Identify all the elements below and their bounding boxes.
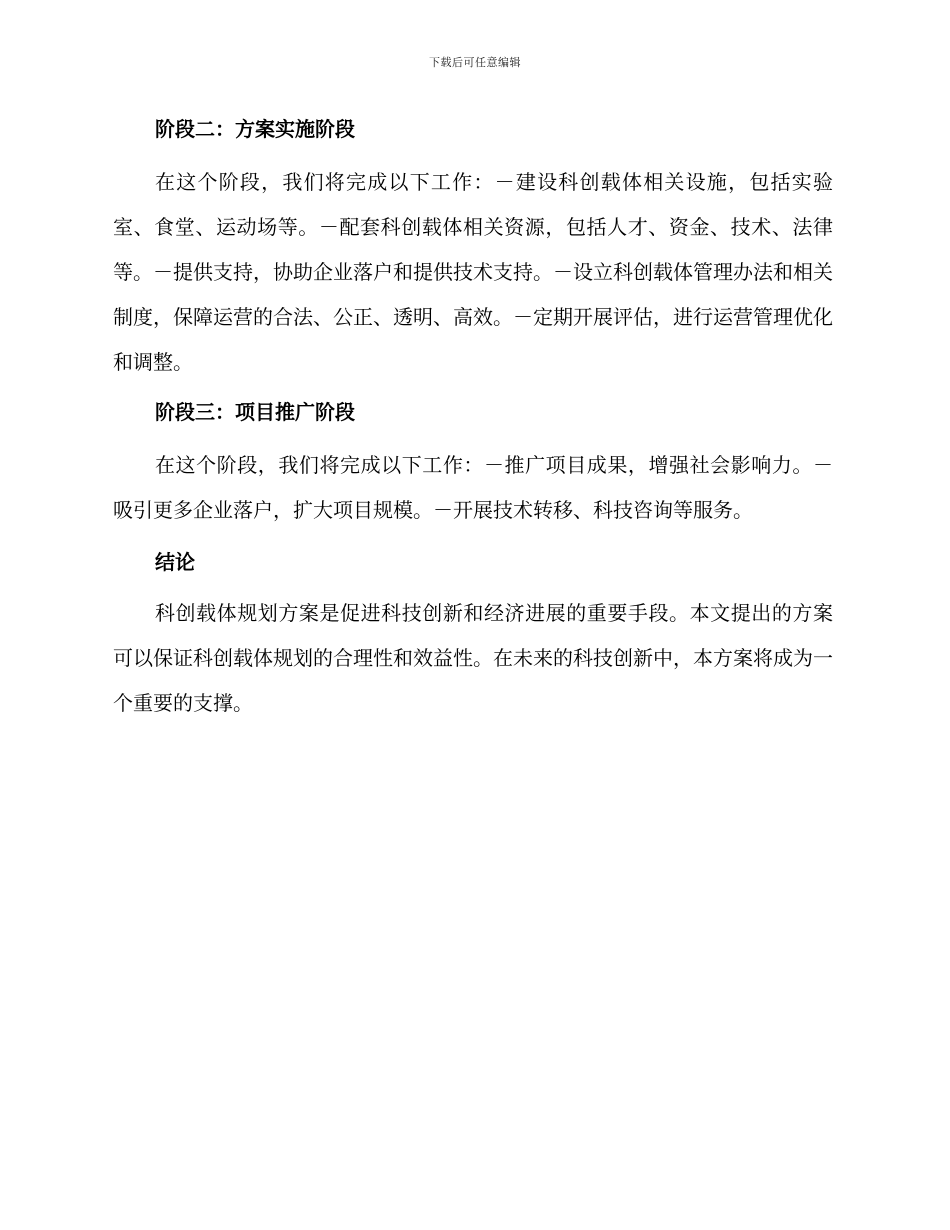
section-paragraph-conclusion: 科创载体规划方案是促进科技创新和经济进展的重要手段。本文提出的方案可以保证科创载体规划的合理性和效益性。在未来的科技创新中，本方案将成为一个重要的支撑。 xyxy=(113,601,833,715)
document-body xyxy=(113,112,833,726)
section-heading-phase-three: 阶段三：项目推广阶段 xyxy=(155,400,355,424)
page-header: 下载后可任意编辑 xyxy=(429,56,521,69)
section-heading-conclusion: 结论 xyxy=(155,550,195,574)
section-heading-phase-two: 阶段二：方案实施阶段 xyxy=(155,117,355,141)
section-paragraph-phase-three: 在这个阶段，我们将完成以下工作：－推广项目成果，增强社会影响力。－吸引更多企业落户，扩大项目规模。－开展技术转移、科技咨询等服务。 xyxy=(113,453,833,522)
section-paragraph-phase-two: 在这个阶段，我们将完成以下工作：－建设科创载体相关设施，包括实验室、食堂、运动场等。－配套科创载体相关资源，包括人才、资金、技术、法律等。－提供支持，协助企业落户和提供技术支持。－设立科创载体管理办法和相关制度，保障运营的合法、公正、透明、高效。－定期开展评估，进行运营管理优化和调整。 xyxy=(113,170,833,374)
